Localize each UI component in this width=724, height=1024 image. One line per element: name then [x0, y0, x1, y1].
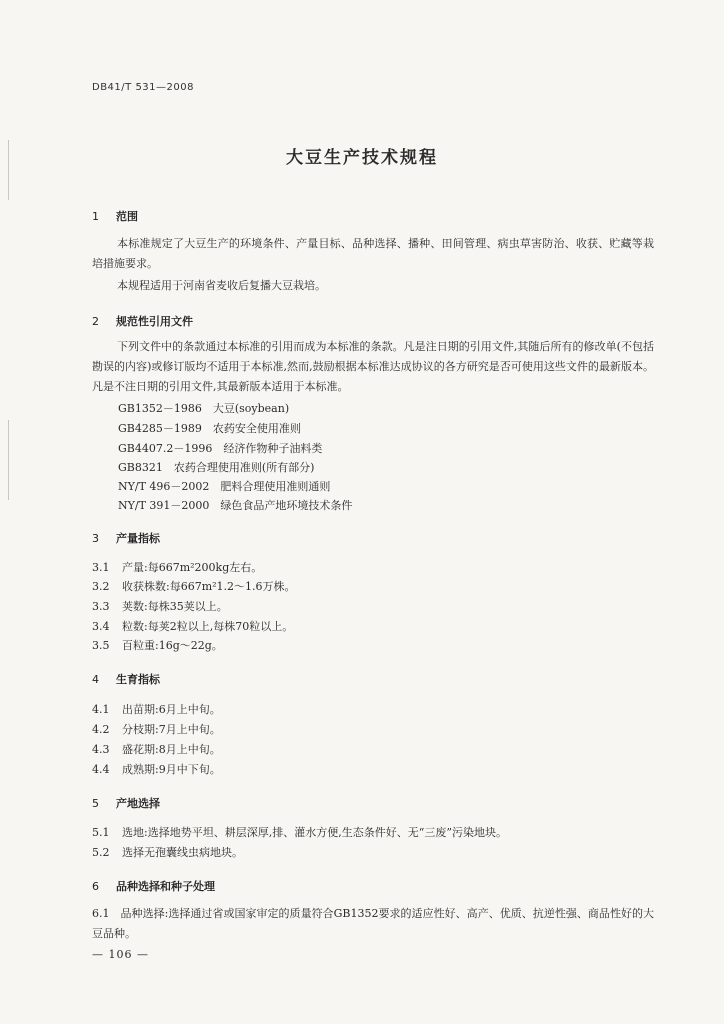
section-number: 4 [92, 673, 99, 686]
list-item [92, 580, 296, 594]
list-item [92, 620, 293, 634]
item-number: 3.2 [92, 580, 110, 593]
item-number: 5.2 [92, 846, 110, 859]
section-number: 1 [92, 210, 99, 223]
scan-edge-mark [8, 420, 9, 500]
standard-code: DB41/T 531—2008 [92, 82, 194, 93]
section-title: 规范性引用文件 [116, 315, 193, 328]
section-1-heading [92, 208, 138, 224]
reference-item: GB4285－1989 农药安全使用准则 [118, 422, 301, 435]
section-number: 5 [92, 797, 99, 810]
item-number: 3.4 [92, 620, 110, 633]
reference-item: GB8321 农药合理使用准则(所有部分) [118, 461, 315, 474]
item-text: 出苗期:6月上中旬。 [122, 703, 221, 716]
reference-item: NY/T 496－2002 肥料合理使用准则通则 [118, 480, 331, 493]
item-text: 盛花期:8月上中旬。 [122, 743, 221, 756]
item-text: 成熟期:9月中下旬。 [122, 763, 221, 776]
page-number: — 106 — [92, 948, 149, 961]
item-text: 收获株数:每667m²1.2～1.6万株。 [122, 580, 296, 593]
list-item [92, 743, 221, 757]
item-text: 荚数:每株35荚以上。 [122, 600, 228, 613]
section-1-paragraph-1: 本标准规定了大豆生产的环境条件、产量目标、品种选择、播种、田间管理、病虫草害防治、收获、贮藏等栽培措施要求。 [92, 237, 654, 270]
section-title: 生育指标 [116, 673, 160, 686]
list-item [92, 826, 507, 840]
section-title: 产量指标 [116, 532, 160, 545]
section-4-heading [92, 671, 160, 687]
list-item [92, 600, 228, 614]
reference-item: NY/T 391－2000 绿色食品产地环境技术条件 [118, 499, 353, 512]
item-text: 选地:选择地势平坦、耕层深厚,排、灌水方便,生态条件好、无“三废”污染地块。 [122, 826, 507, 839]
section-1-paragraph-2: 本规程适用于河南省麦收后复播大豆栽培。 [117, 279, 326, 292]
reference-item: GB1352－1986 大豆(soybean) [118, 402, 290, 415]
section-3-heading [92, 530, 160, 546]
section-6-paragraph-1: 6.1 品种选择:选择通过省或国家审定的质量符合GB1352要求的适应性好、高产、优质、抗逆性强、商品性好的大豆品种。 [92, 907, 654, 940]
section-number: 3 [92, 532, 99, 545]
list-item [92, 846, 243, 860]
item-text: 产量:每667m²200kg左右。 [122, 561, 263, 574]
list-item [92, 763, 221, 777]
list-item [92, 561, 262, 575]
item-number: 4.1 [92, 703, 110, 716]
list-item [92, 703, 221, 717]
item-text: 粒数:每荚2粒以上,每株70粒以上。 [122, 620, 294, 633]
section-2-paragraph-1: 下列文件中的条款通过本标准的引用而成为本标准的条款。凡是注日期的引用文件,其随后所有的修改单(不包括勘误的内容)或修订版均不适用于本标准,然而,鼓励根据本标准达成协议的各方研究是否可使用这些文件的最新版本。凡是不注日期的引用文件,其最新版本适用于本标准。 [92, 340, 654, 393]
section-6-heading [92, 878, 215, 894]
section-title: 范围 [116, 210, 138, 223]
list-item [92, 639, 223, 653]
section-title: 产地选择 [116, 797, 160, 810]
item-number: 4.2 [92, 723, 110, 736]
section-title: 品种选择和种子处理 [116, 880, 215, 893]
document-title: 大豆生产技术规程 [286, 148, 438, 168]
section-number: 6 [92, 880, 99, 893]
item-number: 4.4 [92, 763, 110, 776]
item-number: 5.1 [92, 826, 110, 839]
item-number: 3.1 [92, 561, 110, 574]
section-2-heading [92, 313, 193, 329]
item-text: 分枝期:7月上中旬。 [122, 723, 221, 736]
item-number: 3.3 [92, 600, 110, 613]
item-number: 4.3 [92, 743, 110, 756]
item-text: 百粒重:16g～22g。 [122, 639, 223, 652]
item-text: 选择无孢囊线虫病地块。 [122, 846, 243, 859]
reference-item: GB4407.2－1996 经济作物种子油料类 [118, 442, 323, 455]
section-number: 2 [92, 315, 99, 328]
item-number: 3.5 [92, 639, 110, 652]
list-item [92, 723, 221, 737]
section-5-heading [92, 795, 160, 811]
